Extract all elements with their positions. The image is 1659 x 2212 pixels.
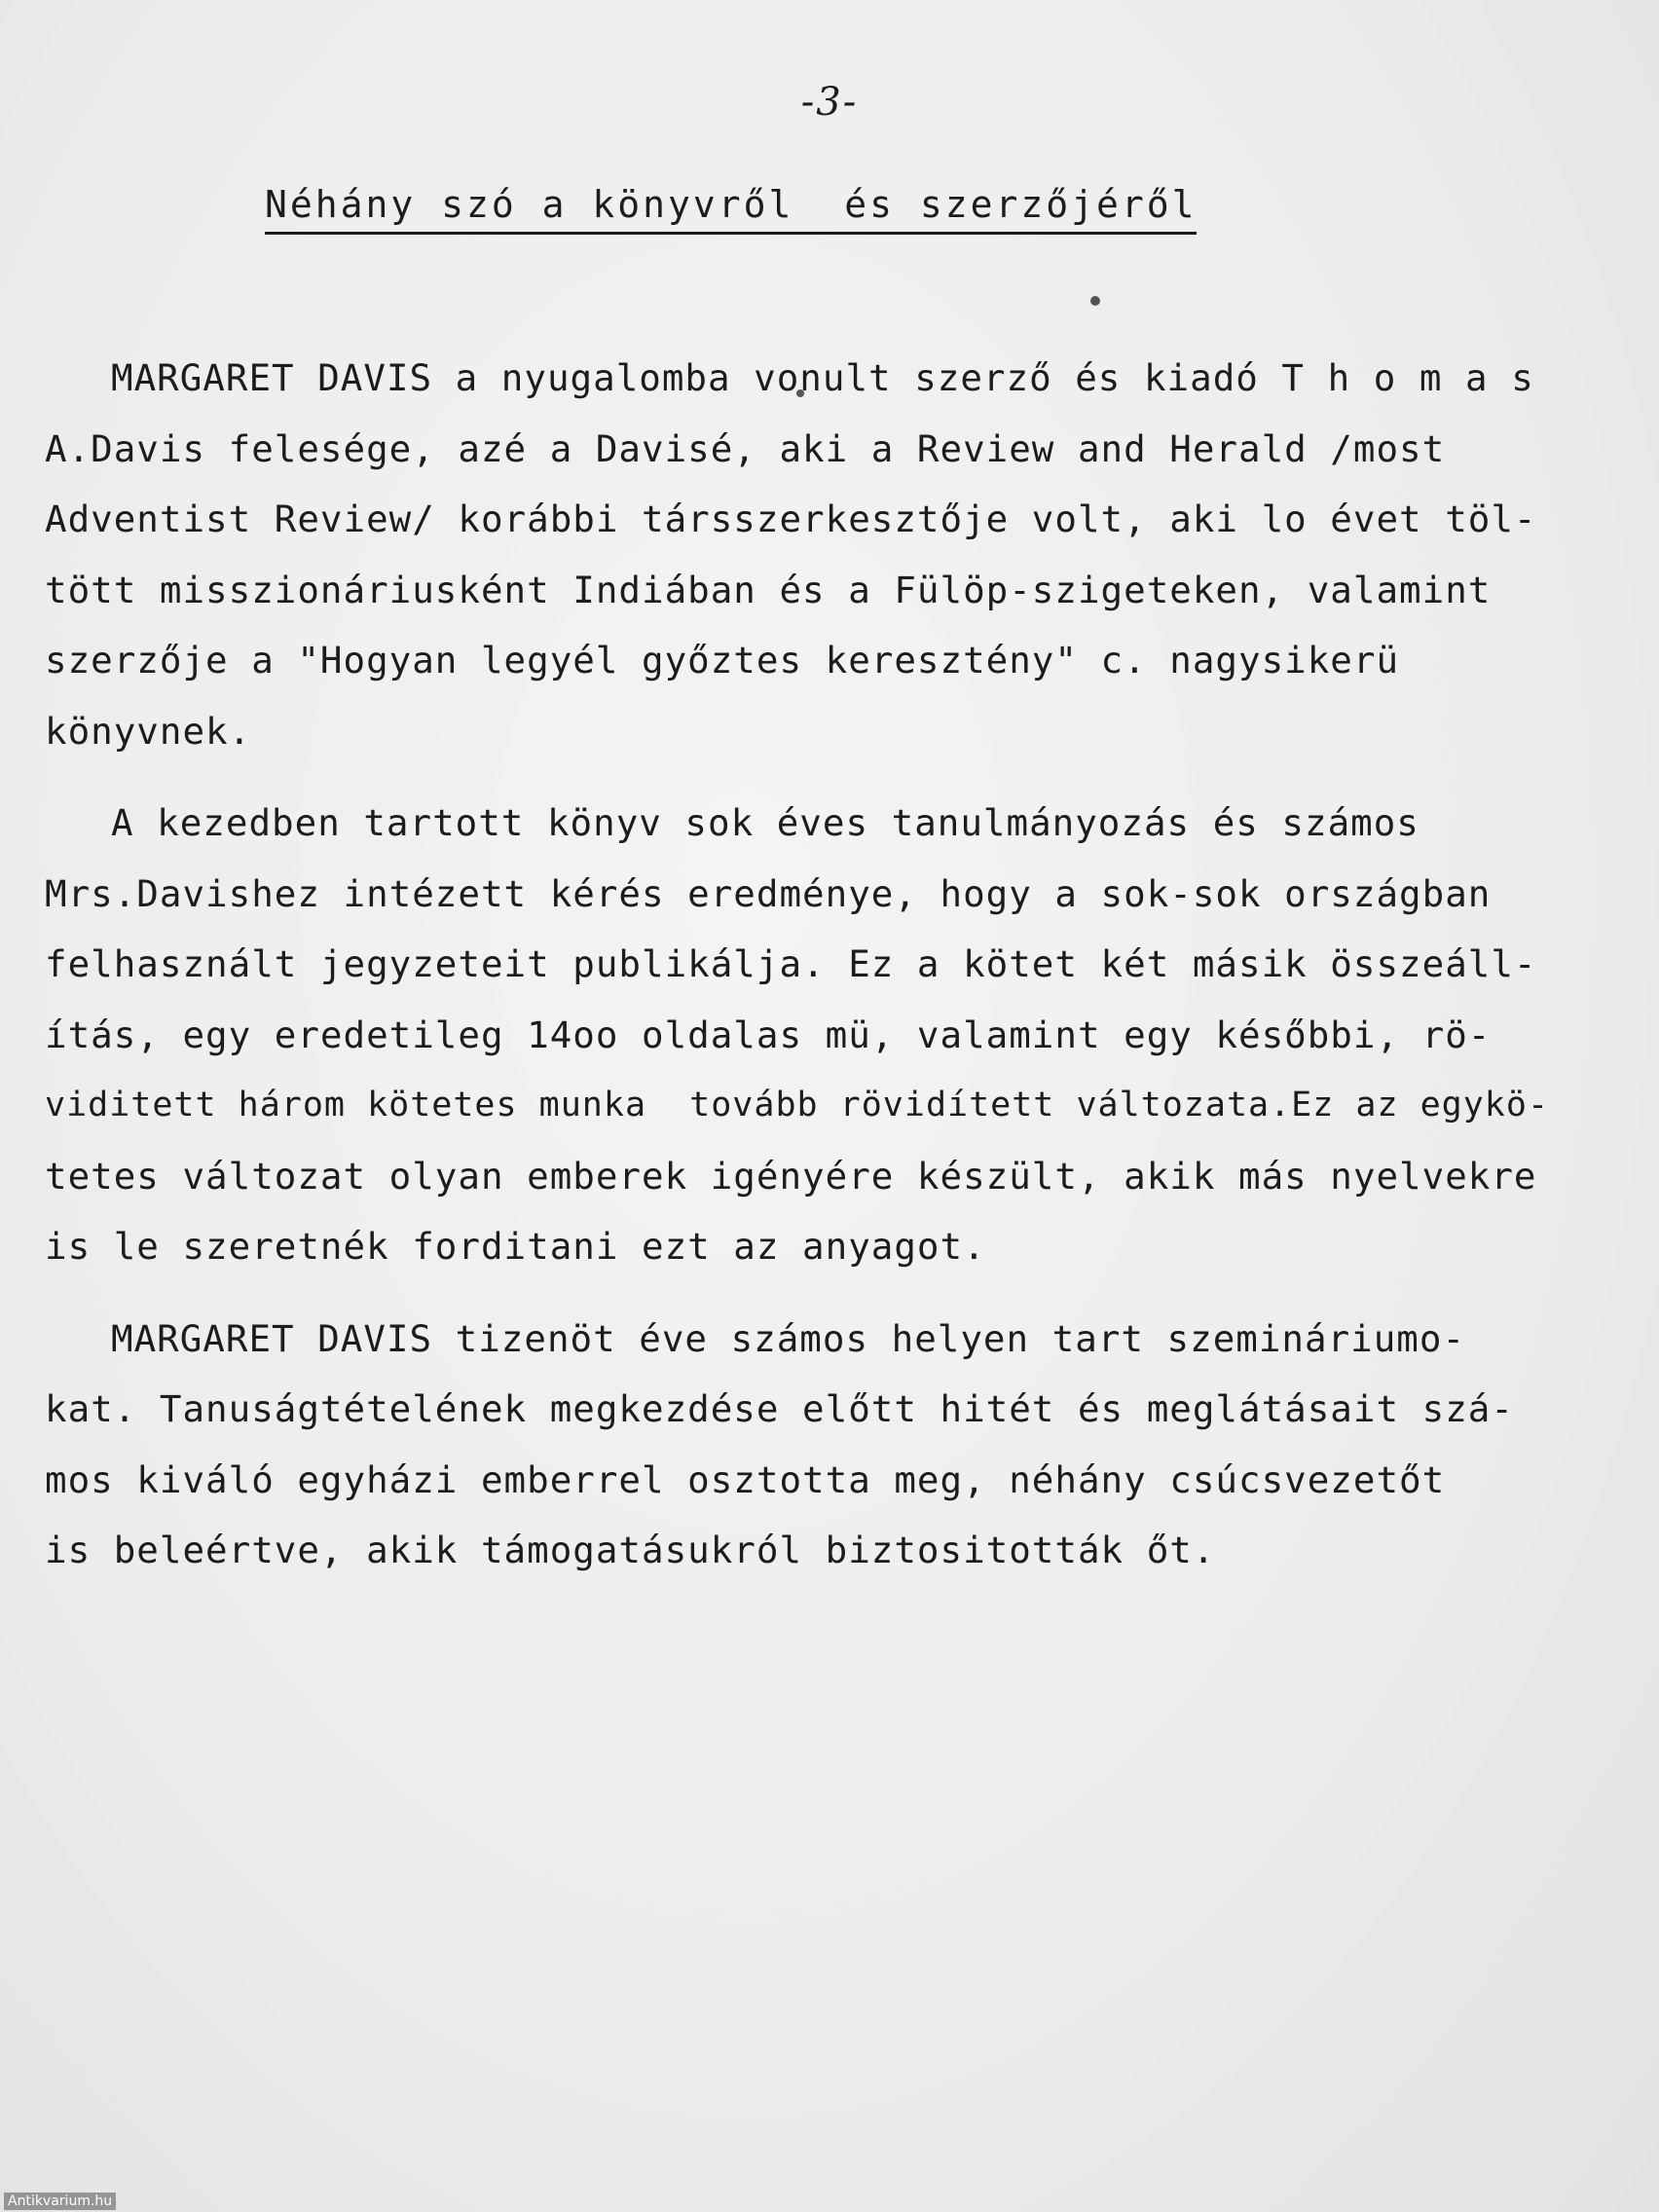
body-text xyxy=(45,343,1564,1607)
text-line: MARGARET DAVIS tizenöt éve számos helyen tart szemináriumo- xyxy=(111,1316,1466,1360)
text-line: könyvnek. xyxy=(45,709,252,753)
text-line: felhasznált jegyzeteit publikálja. Ez a kötet két másik összeáll- xyxy=(45,942,1537,985)
ink-speck xyxy=(1090,296,1100,306)
text-line: A kezedben tartott könyv sok éves tanulmányozás és számos xyxy=(111,801,1419,844)
watermark: Antikvarium.hu xyxy=(4,2193,116,2210)
text-line: mos kiváló egyházi emberrel osztotta meg, néhány csúcsvezetőt xyxy=(45,1457,1446,1501)
text-line: ítás, egy eredetileg 14oo oldalas mü, valamint egy későbbi, rö- xyxy=(45,1013,1492,1056)
page-number: -3- xyxy=(800,80,859,125)
text-line: viditett három kötetes munka tovább rövidített változata.Ez az egykö- xyxy=(45,1086,1550,1124)
text-line: tött misszionáriusként Indiában és a Fülöp-szigeteken, valamint xyxy=(45,568,1492,611)
paragraph-1 xyxy=(45,343,1564,766)
paragraph-2 xyxy=(45,788,1564,1282)
text-line: Mrs.Davishez intézett kérés eredménye, hogy a sok-sok országban xyxy=(45,871,1492,915)
text-line: tetes változat olyan emberek igényére készült, akik más nyelvekre xyxy=(45,1154,1537,1198)
text-line: is le szeretnék forditani ezt az anyagot. xyxy=(45,1225,986,1268)
page-title: Néhány szó a könyvről és szerzőjéről xyxy=(265,183,1197,235)
text-line: A.Davis felesége, azé a Davisé, aki a Review and Herald /most xyxy=(45,426,1446,470)
text-line: szerzője a "Hogyan legyél győztes keresztény" c. nagysikerü xyxy=(45,639,1400,682)
text-line: kat. Tanuságtételének megkezdése előtt hitét és meglátásait szá- xyxy=(45,1387,1514,1430)
text-line: Adventist Review/ korábbi társszerkesztője volt, aki lo évet töl- xyxy=(45,498,1537,540)
text-line: is beleértve, akik támogatásukról biztositották őt. xyxy=(45,1529,1216,1571)
text-line: MARGARET DAVIS a nyugalomba vonult szerző és kiadó T h o m a s xyxy=(111,356,1534,399)
paragraph-3 xyxy=(45,1304,1564,1586)
